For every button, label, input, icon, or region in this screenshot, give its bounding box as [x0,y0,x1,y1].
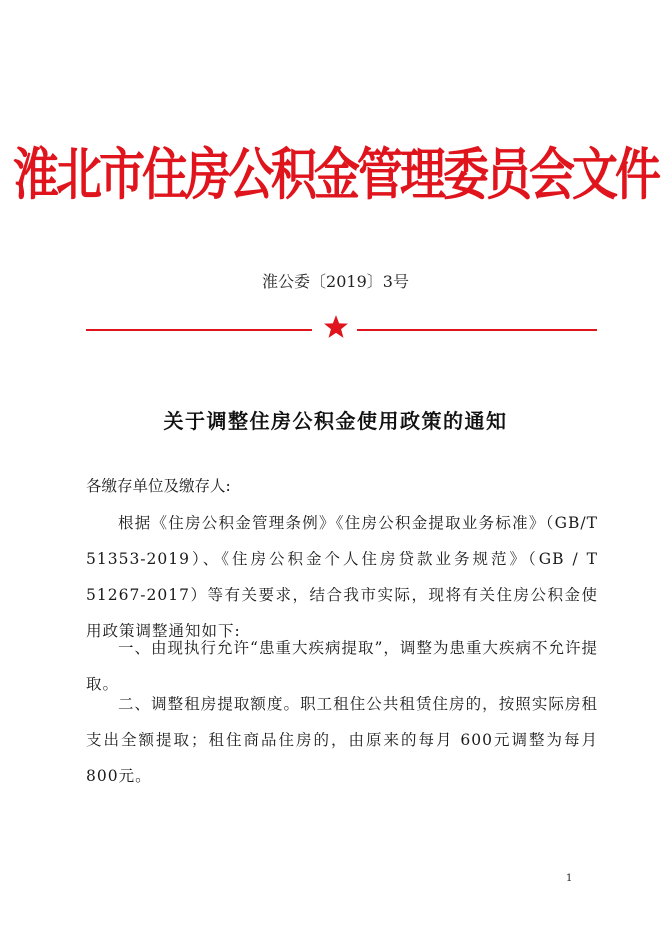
red-divider-right [357,329,597,331]
salutation: 各缴存单位及缴存人: [86,477,231,495]
notice-title: 关于调整住房公积金使用政策的通知 [163,409,508,433]
paragraph-item-1: 一、由现执行允许“患重大疾病提取”，调整为患重大疾病不允许提取。 [86,639,598,693]
paragraph-item-2: 二、调整租房提取额度。职工租住公共租赁住房的，按照实际房租支出全额提取；租住商品住房的，由原来的每月 600元调整为每月 800元。 [86,695,598,785]
paragraph-basis: 根据《住房公积金管理条例》《住房公积金提取业务标准》（GB/T 51353-2019）、《住房公积金个人住房贷款业务规范》（GB / T 51267-2017）等有关要求，结合我市实际，现将有关住房公积金使用政策调整通知如下: [86,514,598,640]
red-star-icon [323,313,349,341]
page-number: 1 [566,873,573,884]
red-divider-left [86,329,312,331]
issuer-masthead: 淮北市住房公积金管理委员会文件 [13,141,658,208]
document-number: 淮公委〔2019〕3号 [262,272,409,291]
